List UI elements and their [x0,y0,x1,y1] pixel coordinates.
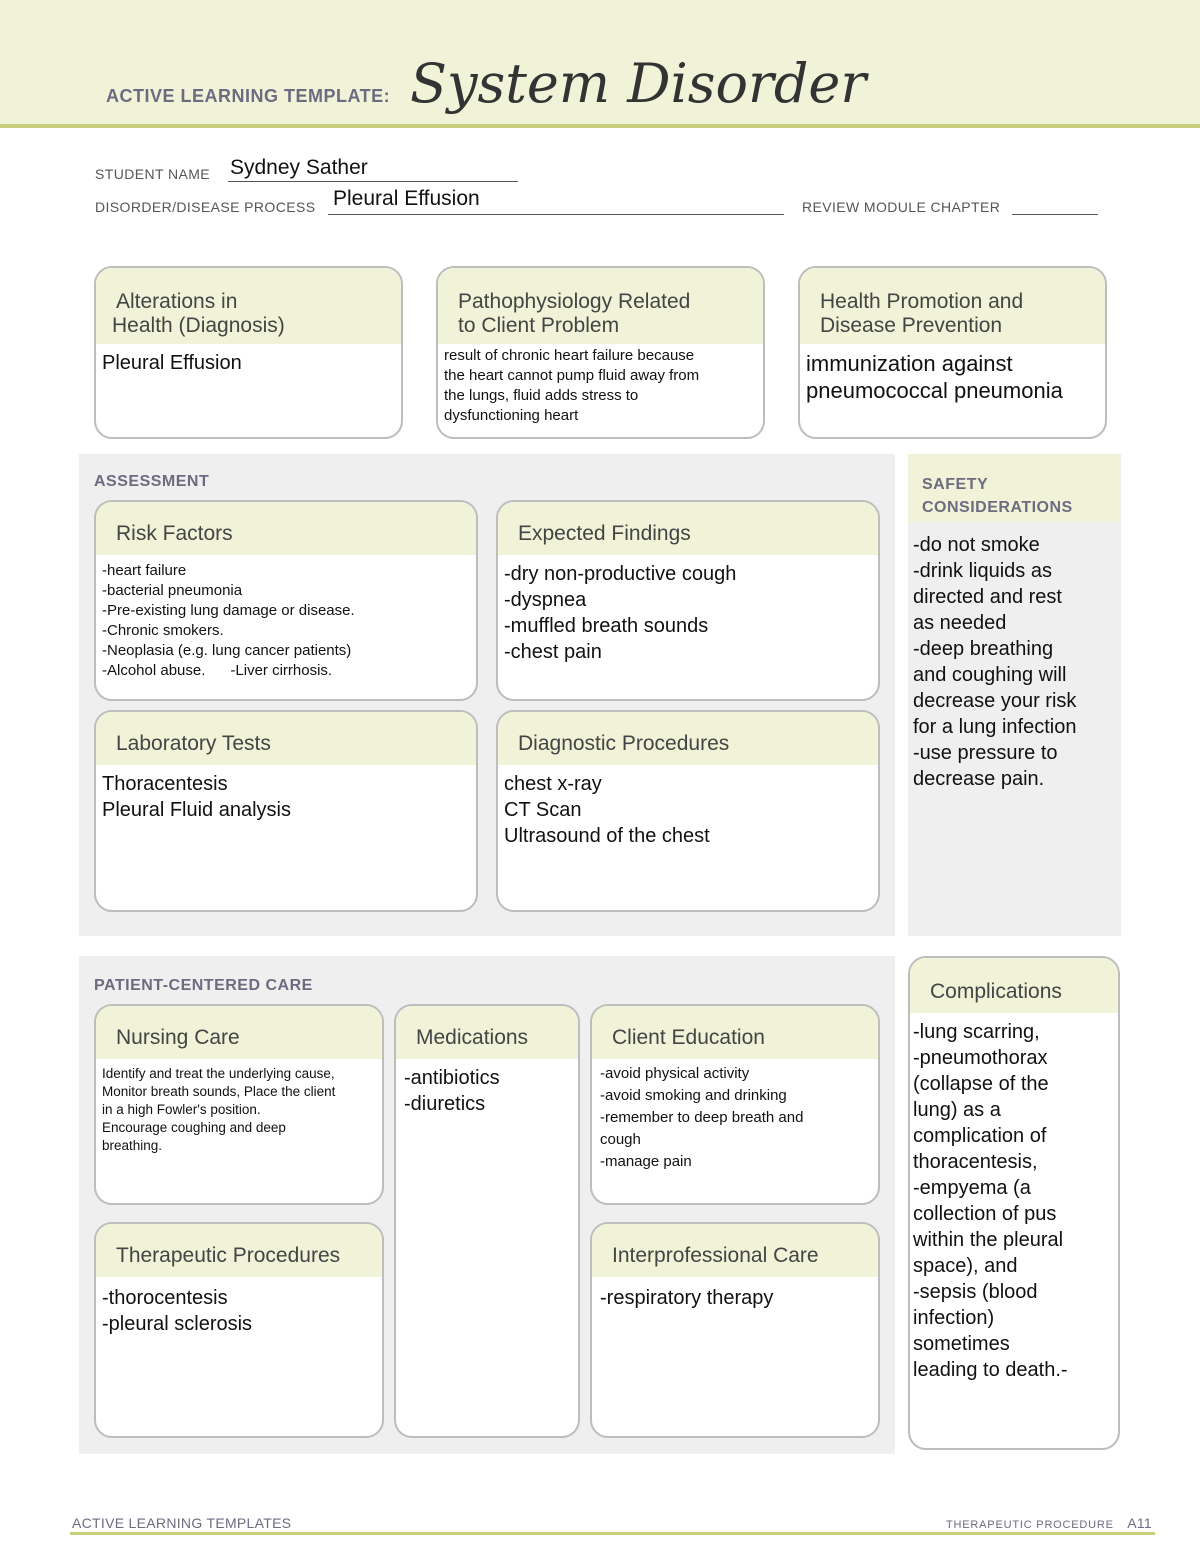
safety-list: -do not smoke -drink liquids as directed and rest as needed -deep breathing and coughing will decrease your risk for a lung infection -use pressure to decrease pain. [913,534,1077,790]
expected-findings-list: -dry non-productive cough -dyspnea -muffled breath sounds -chest pain [504,563,737,663]
complications-list: -lung scarring, -pneumothorax (collapse of the lung) as a complication of thoracentesis, -empyema (a collection of pus within the pleural space), and -sepsis (blood infection) sometimes leading to death.- [913,1021,1068,1381]
alterations-body: Pleural Effusion [102,352,242,374]
student-name-label: STUDENT NAME [95,166,210,182]
risk-factors-heading: Risk Factors [96,502,476,555]
alterations-in-health-box [94,266,403,439]
page-title: System Disorder [410,52,867,115]
footer-rule [70,1532,1155,1535]
diagnostic-procedures-box [496,710,880,912]
therapeutic-procedures-heading: Therapeutic Procedures [96,1224,382,1277]
disorder-line [328,214,784,215]
interprofessional-care-list: -respiratory therapy [600,1287,774,1309]
footer-page-number: A11 [1127,1515,1152,1531]
complications-box [908,956,1120,1450]
safety-title: SAFETY CONSIDERATIONS [922,476,1073,516]
disorder-label: DISORDER/DISEASE PROCESS [95,199,316,215]
medications-box [394,1004,580,1438]
health-promotion-box [798,266,1107,439]
risk-factors-box [94,500,478,701]
medications-list: -antibiotics -diuretics [404,1067,500,1115]
diagnostic-procedures-heading: Diagnostic Procedures [498,712,878,765]
disorder-value[interactable]: Pleural Effusion [333,187,480,210]
therapeutic-procedures-box [94,1222,384,1438]
health-promotion-body: immunization against pneumococcal pneumonia [806,351,1063,403]
laboratory-tests-list: Thoracentesis Pleural Fluid analysis [102,773,291,821]
diagnostic-procedures-list: chest x-ray CT Scan Ultrasound of the chest [504,773,710,847]
pathophysiology-box [436,266,765,439]
client-education-list: -avoid physical activity -avoid smoking and drinking -remember to deep breath and cough -manage pain [600,1065,804,1170]
client-education-box [590,1004,880,1205]
alterations-heading: Alterations in Health (Diagnosis) [96,268,401,344]
medications-heading: Medications [396,1006,578,1059]
health-promotion-heading: Health Promotion and Disease Prevention [800,268,1105,344]
laboratory-tests-box [94,710,478,912]
student-name-value[interactable]: Sydney Sather [230,156,368,179]
student-name-line [228,181,518,182]
interprofessional-care-heading: Interprofessional Care [592,1224,878,1277]
laboratory-tests-heading: Laboratory Tests [96,712,476,765]
nursing-care-box [94,1004,384,1205]
assessment-title: ASSESSMENT [94,473,210,490]
risk-factors-list: -heart failure -bacterial pneumonia -Pre-existing lung damage or disease. -Chronic smokers. -Neoplasia (e.g. lung cancer patients) -Alcohol abuse. -Liver cirrhosis. [102,562,355,679]
footer-left: ACTIVE LEARNING TEMPLATES [72,1515,292,1531]
header-rule [0,124,1200,128]
expected-findings-box [496,500,880,701]
patient-centered-care-title: PATIENT-CENTERED CARE [94,977,313,994]
pathophysiology-body: result of chronic heart failure because the heart cannot pump fluid away from the lungs, fluid adds stress to dysfunctioning heart [444,347,700,424]
nursing-care-heading: Nursing Care [96,1006,382,1059]
complications-heading: Complications [910,958,1118,1013]
client-education-heading: Client Education [592,1006,878,1059]
interprofessional-care-box [590,1222,880,1438]
nursing-care-list: Identify and treat the underlying cause, Monitor breath sounds, Place the client in a high Fowler's position. Encourage coughing and deep breathing. [102,1066,336,1153]
review-module-label: REVIEW MODULE CHAPTER [802,199,1001,215]
template-label: ACTIVE LEARNING TEMPLATE: [106,86,391,106]
footer-section-label: THERAPEUTIC PROCEDURE [946,1519,1114,1531]
footer-right [946,1515,1152,1531]
review-module-line[interactable] [1012,214,1098,215]
pathophysiology-heading: Pathophysiology Related to Client Problem [438,268,763,344]
expected-findings-heading: Expected Findings [498,502,878,555]
therapeutic-procedures-list: -thorocentesis -pleural sclerosis [102,1287,253,1335]
